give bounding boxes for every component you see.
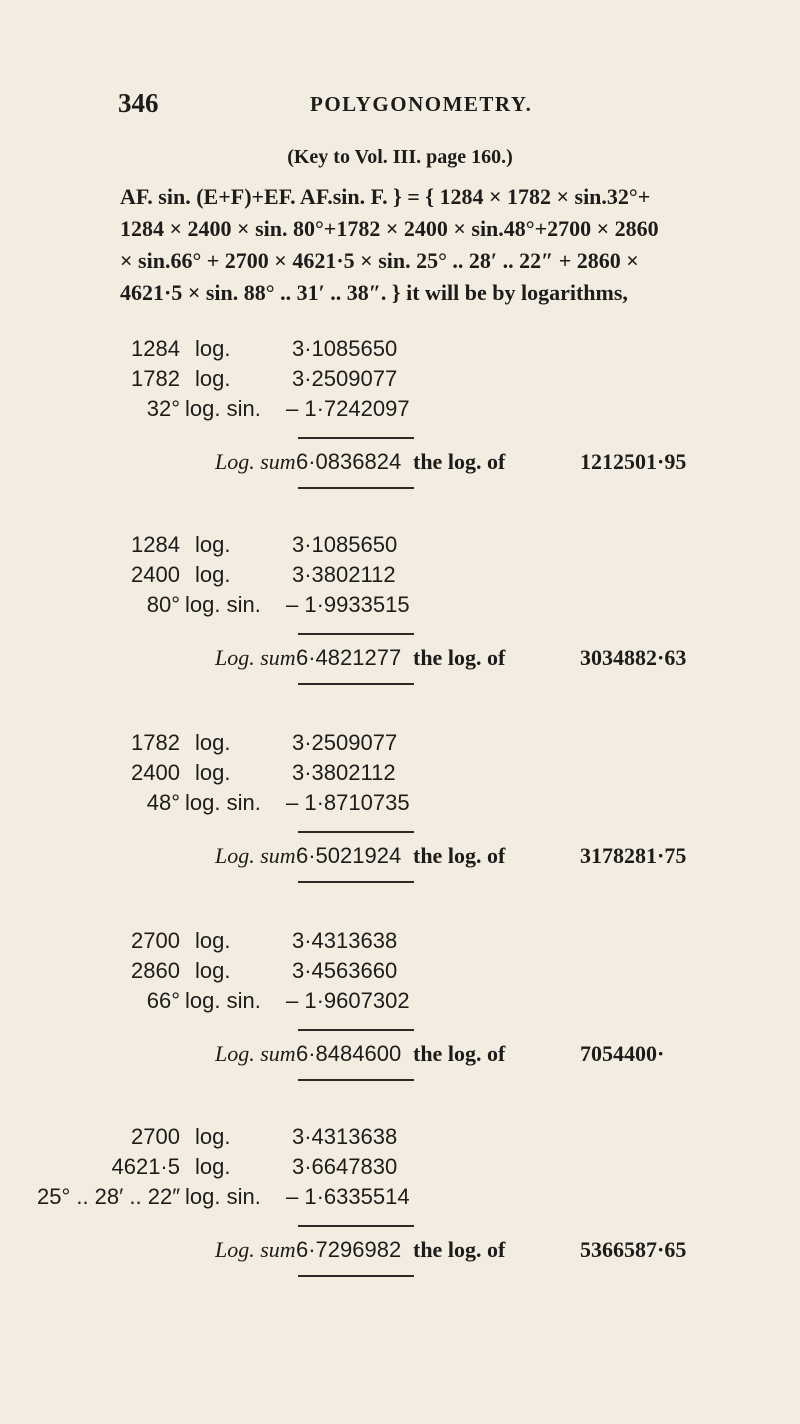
sum-value: 6·8484600 xyxy=(296,1041,402,1066)
page-header xyxy=(0,88,800,128)
sum-text: the log. of xyxy=(413,645,506,670)
row-function: log. xyxy=(195,562,231,587)
row-value: 3·4563660 xyxy=(292,958,398,983)
sum-label: Log. sum xyxy=(215,645,296,670)
formula-line-2: 1284 × 2400 × sin. 80°+1782 × 2400 × sin.48°+2700 × 2860 xyxy=(120,216,659,241)
log-row xyxy=(0,730,800,760)
row-function: log. sin. xyxy=(185,988,261,1013)
log-row xyxy=(0,592,800,622)
sum-rule xyxy=(298,437,414,439)
formula-line-4: 4621·5 × sin. 88° .. 31′ .. 38″. } it will be by logarithms, xyxy=(120,280,628,305)
log-row xyxy=(0,1154,800,1184)
row-function: log. xyxy=(195,336,231,361)
row-value: 3·4313638 xyxy=(292,928,398,953)
row-value: 3·1085650 xyxy=(292,532,398,557)
row-function: log. sin. xyxy=(185,592,261,617)
row-number: 4621·5 xyxy=(111,1154,180,1179)
row-number: 2400 xyxy=(131,760,180,785)
sum-underline xyxy=(298,487,414,489)
sum-text: the log. of xyxy=(413,1237,506,1262)
log-row xyxy=(0,532,800,562)
sum-value: 6·4821277 xyxy=(296,645,402,670)
sum-text: the log. of xyxy=(413,449,506,474)
page-number: 346 xyxy=(118,88,159,118)
row-value: – 1·7242097 xyxy=(286,396,410,421)
row-number: 1782 xyxy=(131,730,180,755)
log-row xyxy=(0,1124,800,1154)
row-number: 66° xyxy=(146,988,180,1013)
sum-rule xyxy=(298,1029,414,1031)
row-function: log. sin. xyxy=(185,1184,261,1209)
log-row xyxy=(0,1184,800,1214)
sum-underline xyxy=(298,1079,414,1081)
row-value: 3·2509077 xyxy=(292,730,398,755)
row-value: 3·3802112 xyxy=(292,760,396,785)
sum-result: 1212501·95 xyxy=(580,449,687,474)
log-row xyxy=(0,396,800,426)
row-value: 3·2509077 xyxy=(292,366,398,391)
sum-result: 5366587·65 xyxy=(580,1237,687,1262)
row-number: 2860 xyxy=(131,958,180,983)
row-number: 2700 xyxy=(131,928,180,953)
sum-result: 7054400· xyxy=(580,1041,665,1066)
log-row xyxy=(0,928,800,958)
sum-underline xyxy=(298,1275,414,1277)
row-number: 1782 xyxy=(131,366,180,391)
row-number: 48° xyxy=(146,790,180,815)
row-number: 1284 xyxy=(131,532,180,557)
log-row xyxy=(0,562,800,592)
sum-underline xyxy=(298,683,414,685)
row-number: 32° xyxy=(146,396,180,421)
sum-label: Log. sum xyxy=(215,843,296,868)
row-value: – 1·9933515 xyxy=(286,592,410,617)
sum-label: Log. sum xyxy=(215,1041,296,1066)
sum-value: 6·5021924 xyxy=(296,843,402,868)
row-number: 80° xyxy=(146,592,180,617)
row-number: 2700 xyxy=(131,1124,180,1149)
row-function: log. xyxy=(195,760,231,785)
row-value: 3·4313638 xyxy=(292,1124,398,1149)
row-value: – 1·8710735 xyxy=(286,790,410,815)
formula-line-1: AF. sin. (E+F)+EF. AF.sin. F. } = { 1284 × 1782 × sin.32°+ xyxy=(120,184,651,209)
log-row xyxy=(0,366,800,396)
running-head: POLYGONOMETRY. xyxy=(310,92,533,116)
log-row xyxy=(0,958,800,988)
row-function: log. xyxy=(195,532,231,557)
row-function: log. xyxy=(195,928,231,953)
row-function: log. xyxy=(195,1154,231,1179)
sum-underline xyxy=(298,881,414,883)
row-function: log. xyxy=(195,730,231,755)
sum-rule xyxy=(298,1225,414,1227)
row-function: log. xyxy=(195,1124,231,1149)
row-number: 2400 xyxy=(131,562,180,587)
sum-result: 3034882·63 xyxy=(580,645,687,670)
row-value: – 1·6335514 xyxy=(286,1184,410,1209)
row-number: 1284 xyxy=(131,336,180,361)
formula-line-3: × sin.66° + 2700 × 4621·5 × sin. 25° .. 28′ .. 22″ + 2860 × xyxy=(120,248,639,273)
row-value: 3·6647830 xyxy=(292,1154,398,1179)
row-function: log. sin. xyxy=(185,790,261,815)
row-value: 3·3802112 xyxy=(292,562,396,587)
sum-value: 6·0836824 xyxy=(296,449,402,474)
sum-label: Log. sum xyxy=(215,449,296,474)
log-row xyxy=(0,760,800,790)
sum-rule xyxy=(298,831,414,833)
key-note: (Key to Vol. III. page 160.) xyxy=(287,146,513,168)
sum-label: Log. sum xyxy=(215,1237,296,1262)
row-function: log. sin. xyxy=(185,396,261,421)
sum-text: the log. of xyxy=(413,843,506,868)
row-function: log. xyxy=(195,958,231,983)
row-function: log. xyxy=(195,366,231,391)
sum-value: 6·7296982 xyxy=(296,1237,402,1262)
sum-text: the log. of xyxy=(413,1041,506,1066)
log-row xyxy=(0,790,800,820)
sum-rule xyxy=(298,633,414,635)
sum-result: 3178281·75 xyxy=(580,843,687,868)
row-value: 3·1085650 xyxy=(292,336,398,361)
log-row xyxy=(0,988,800,1018)
log-row xyxy=(0,336,800,366)
row-value: – 1·9607302 xyxy=(286,988,410,1013)
row-number: 25° .. 28′ .. 22″ xyxy=(36,1184,180,1209)
